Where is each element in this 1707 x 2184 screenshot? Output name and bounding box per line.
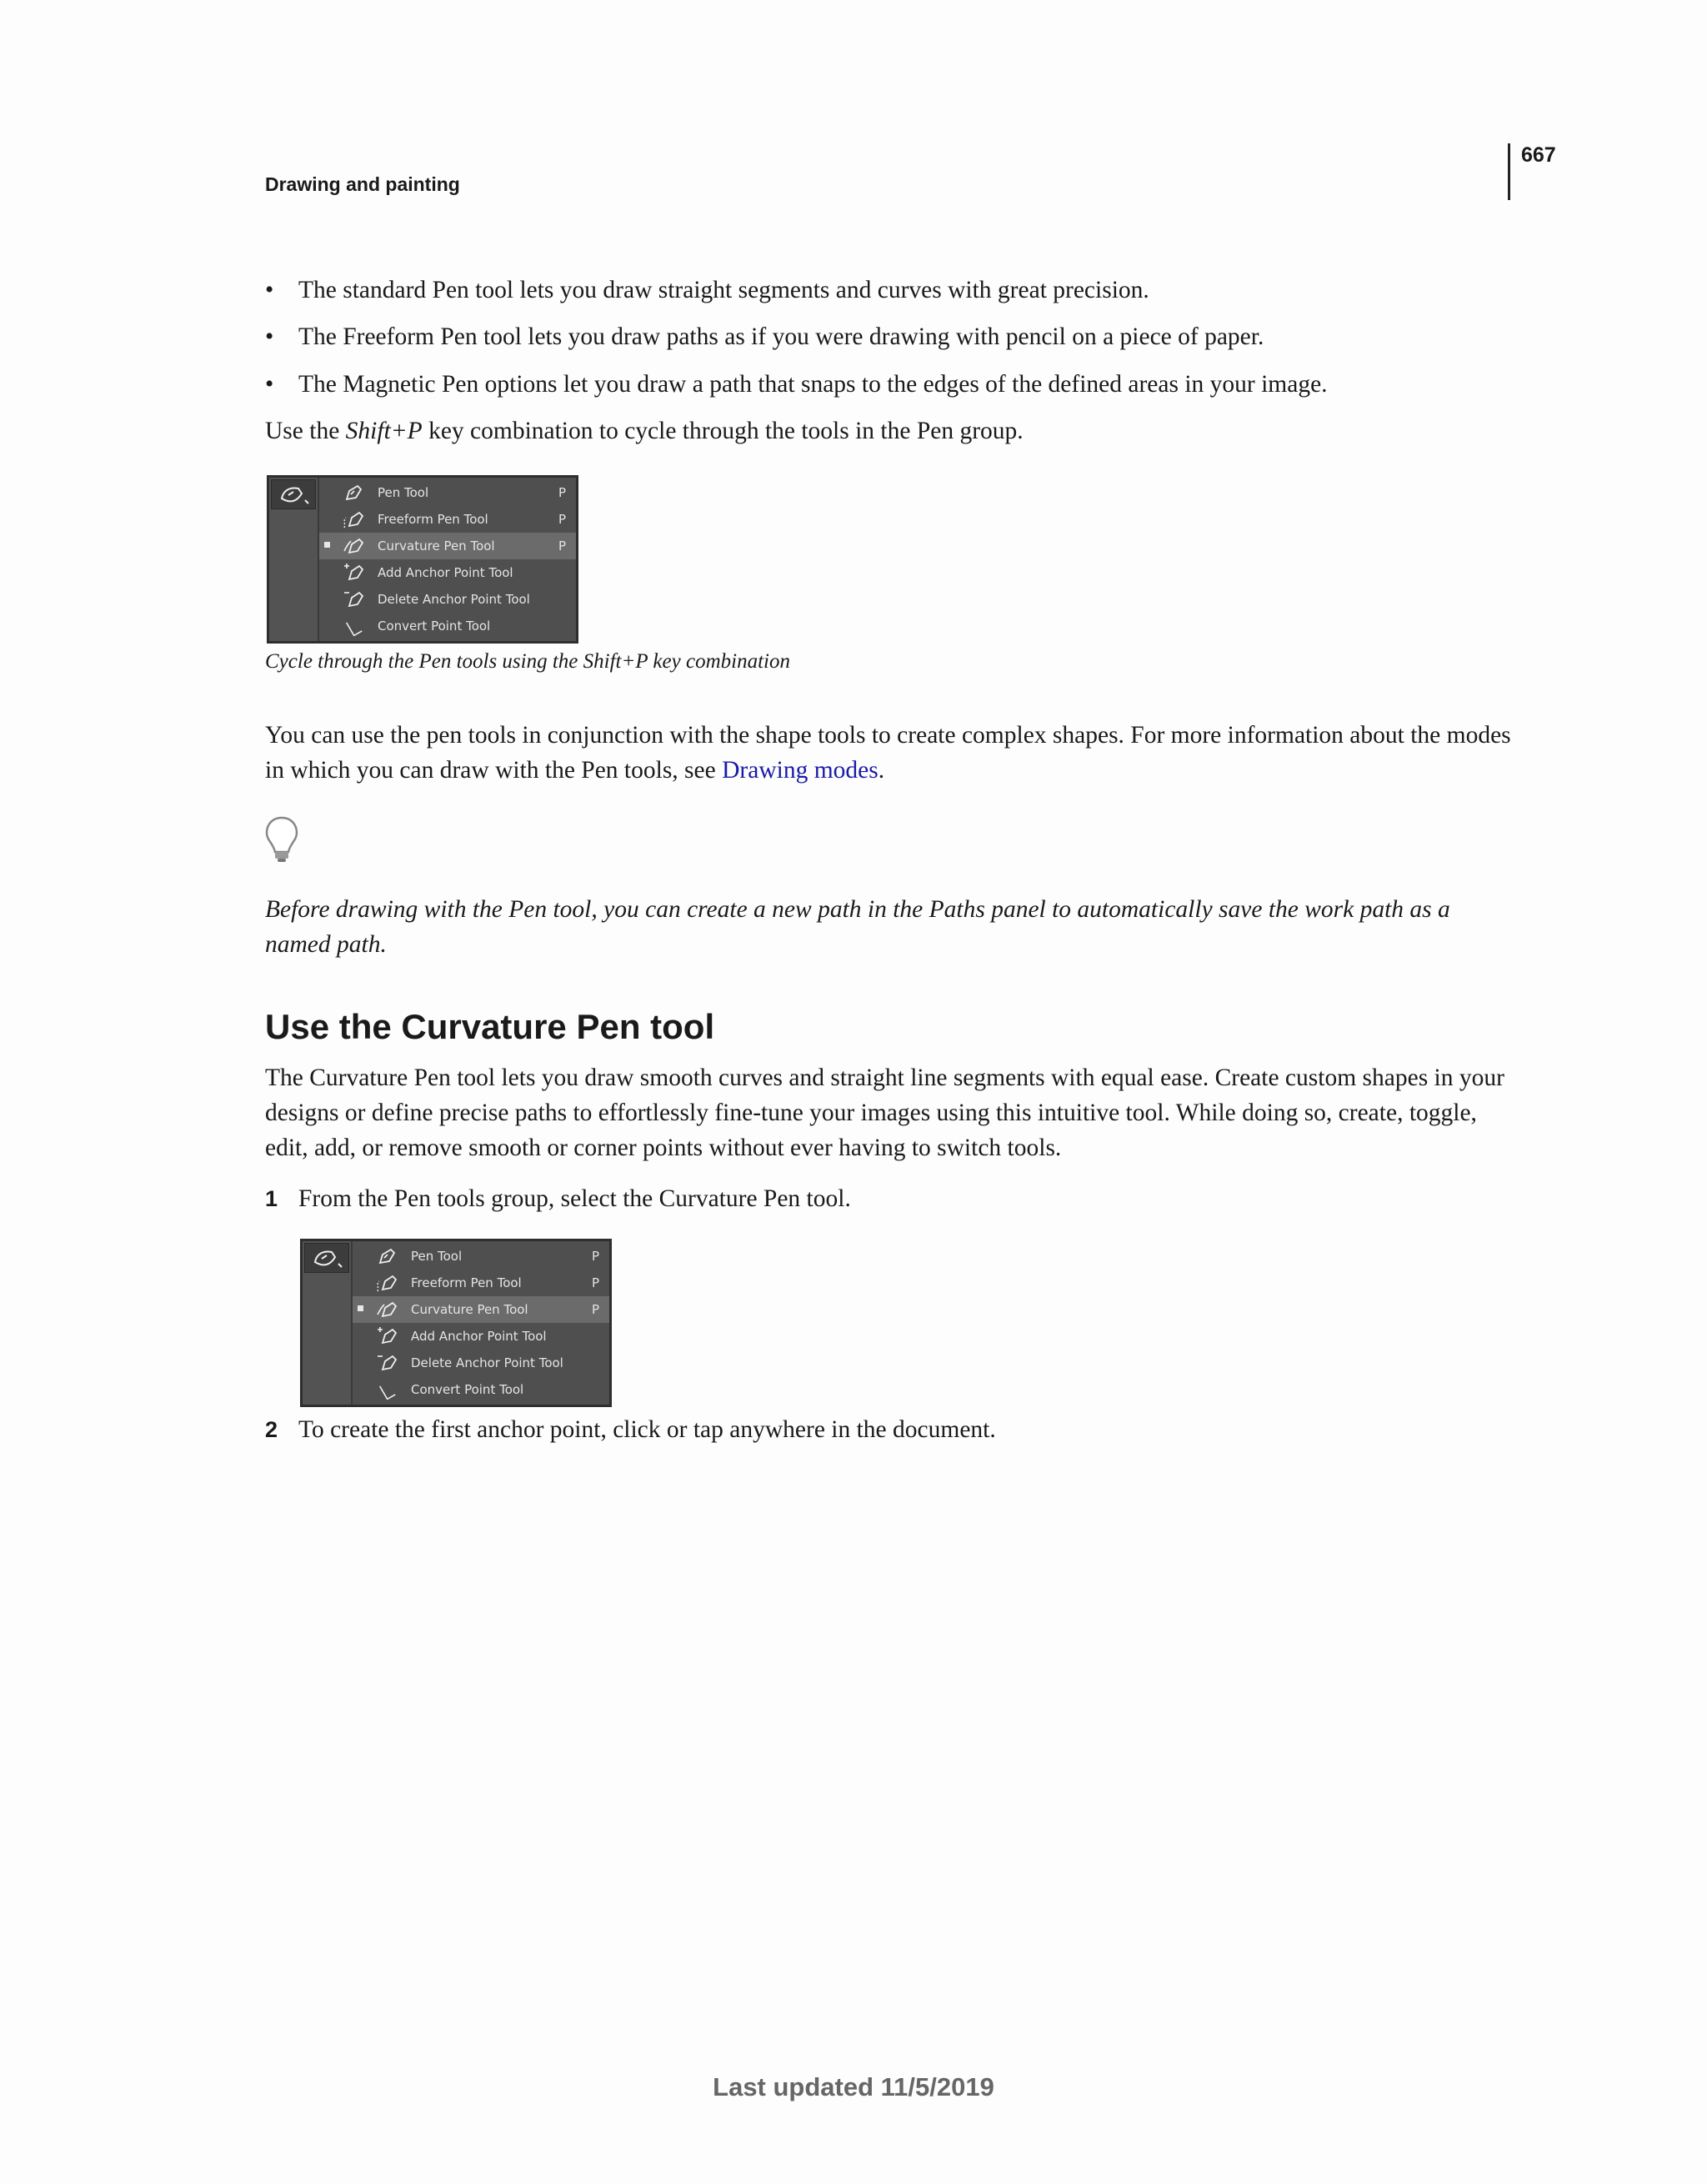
pen-menu-item[interactable] — [353, 1350, 609, 1376]
freeform-pen-icon — [376, 1273, 398, 1293]
step-item — [265, 1412, 1515, 1447]
bullet-text: The Magnetic Pen options let you draw a path that snaps to the edges of the defined areas in your image. — [298, 371, 1328, 398]
bullet-item — [265, 367, 1515, 402]
pen-menu-item-label: Pen Tool — [411, 1249, 463, 1264]
section-body: The Curvature Pen tool lets you draw smooth curves and straight line segments with equal ease. Create custom shapes in your designs or define precise paths to effortlessly fine-tune your images using this intuitive tool. While doing so, create, toggle, edit, add, or remove smooth or corner points without ever having to switch tools. — [265, 1064, 1504, 1161]
intro-paragraph — [265, 718, 1515, 788]
pen-menu-item-label: Curvature Pen Tool — [411, 1302, 528, 1317]
convert-point-icon — [343, 616, 364, 636]
bullet-dot: • — [265, 277, 274, 303]
pen-menu-item[interactable] — [353, 1270, 609, 1296]
pen-menu-item[interactable] — [319, 479, 576, 506]
intro-text: You can use the pen tools in conjunction with the shape tools to create complex shapes. For more information about the modes in which you can draw with the Pen tools, see — [265, 722, 1511, 784]
footer-last-updated: Last updated 11/5/2019 — [713, 2072, 994, 2101]
pen-icon — [376, 1246, 398, 1266]
pen-menu-item[interactable] — [319, 533, 576, 559]
pen-menu-item-label: Delete Anchor Point Tool — [378, 592, 530, 607]
shortcut-key: P — [591, 1249, 599, 1264]
freeform-pen-icon — [343, 509, 364, 529]
tip-text: Before drawing with the Pen tool, you can create a new path in the Paths panel to automatically save the work path as a named path. — [265, 896, 1450, 958]
pen-icon — [343, 483, 364, 503]
step-text: From the Pen tools group, select the Curvature Pen tool. — [298, 1185, 851, 1212]
convert-point-icon — [376, 1380, 398, 1400]
pen-menu-item-label: Freeform Pen Tool — [411, 1275, 522, 1290]
bullet-item — [265, 273, 1515, 308]
bullet-text: The standard Pen tool lets you draw straight segments and curves with great precision. — [298, 277, 1149, 303]
pen-menu-item[interactable] — [319, 586, 576, 613]
shortcut-keys: Shift+P — [345, 418, 423, 444]
pen-menu-item[interactable] — [319, 613, 576, 639]
pen-menu-item[interactable] — [353, 1376, 609, 1403]
selected-marker — [358, 1305, 363, 1311]
page-number: 667 — [1521, 143, 1556, 167]
tool-strip — [303, 1241, 353, 1405]
pen-menu-item-label: Pen Tool — [378, 485, 429, 500]
pen-menu-item[interactable] — [353, 1296, 609, 1323]
pen-tool-group-button — [271, 479, 316, 509]
lightbulb-icon — [263, 815, 300, 864]
curvature-pen-icon — [305, 1244, 348, 1272]
curvature-pen-icon — [343, 536, 364, 556]
pen-menu-item[interactable] — [353, 1323, 609, 1350]
shortcut-text-before: Use the — [265, 418, 346, 444]
step-number: 2 — [265, 1417, 278, 1442]
pen-tools-menu-screenshot — [300, 1239, 612, 1407]
bullet-dot: • — [265, 371, 274, 398]
figure-caption: Cycle through the Pen tools using the Shift+P key combination — [265, 650, 790, 673]
step-text: To create the first anchor point, click or tap anywhere in the document. — [298, 1416, 996, 1443]
shortcut-key: P — [591, 1302, 599, 1317]
shortcut-key: P — [558, 512, 566, 527]
pen-menu-item[interactable] — [353, 1243, 609, 1270]
pen-tool-group-button — [304, 1243, 349, 1273]
delete-anchor-point-icon — [376, 1353, 398, 1373]
pen-menu-item[interactable] — [319, 506, 576, 533]
header-divider — [1508, 143, 1510, 200]
section-heading: Use the Curvature Pen tool — [265, 1007, 715, 1046]
pen-menu-item-label: Add Anchor Point Tool — [411, 1329, 547, 1344]
selected-marker — [324, 542, 330, 548]
step-number: 1 — [265, 1186, 278, 1211]
section-header-title: Drawing and painting — [265, 173, 460, 195]
intro-text-after: . — [878, 757, 885, 784]
pen-menu-item-label: Convert Point Tool — [411, 1382, 524, 1397]
shortcut-key: P — [591, 1275, 599, 1290]
drawing-modes-link[interactable]: Drawing modes — [722, 757, 879, 784]
pen-menu-item-label: Freeform Pen Tool — [378, 512, 488, 527]
bullet-item — [265, 319, 1515, 354]
pen-menu-item-label: Convert Point Tool — [378, 619, 491, 634]
bullet-dot: • — [265, 323, 274, 350]
bullet-text: The Freeform Pen tool lets you draw paths as if you were drawing with pencil on a piece of paper. — [298, 323, 1264, 350]
pen-tools-menu-screenshot — [267, 475, 578, 644]
tool-strip — [269, 478, 319, 641]
shortcut-text-after: key combination to cycle through the tools in the Pen group. — [422, 418, 1024, 444]
pen-menu-item[interactable] — [319, 559, 576, 586]
shortcut-paragraph — [265, 413, 1515, 448]
add-anchor-point-icon — [376, 1326, 398, 1346]
shortcut-key: P — [558, 485, 566, 500]
curvature-pen-icon — [272, 480, 315, 508]
pen-menu-item-label: Delete Anchor Point Tool — [411, 1355, 563, 1370]
shortcut-key: P — [558, 538, 566, 554]
step-item — [265, 1181, 1515, 1216]
add-anchor-point-icon — [343, 563, 364, 583]
delete-anchor-point-icon — [343, 589, 364, 609]
pen-menu-item-label: Add Anchor Point Tool — [378, 565, 513, 580]
pen-menu-item-label: Curvature Pen Tool — [378, 538, 495, 554]
curvature-pen-icon — [376, 1300, 398, 1320]
